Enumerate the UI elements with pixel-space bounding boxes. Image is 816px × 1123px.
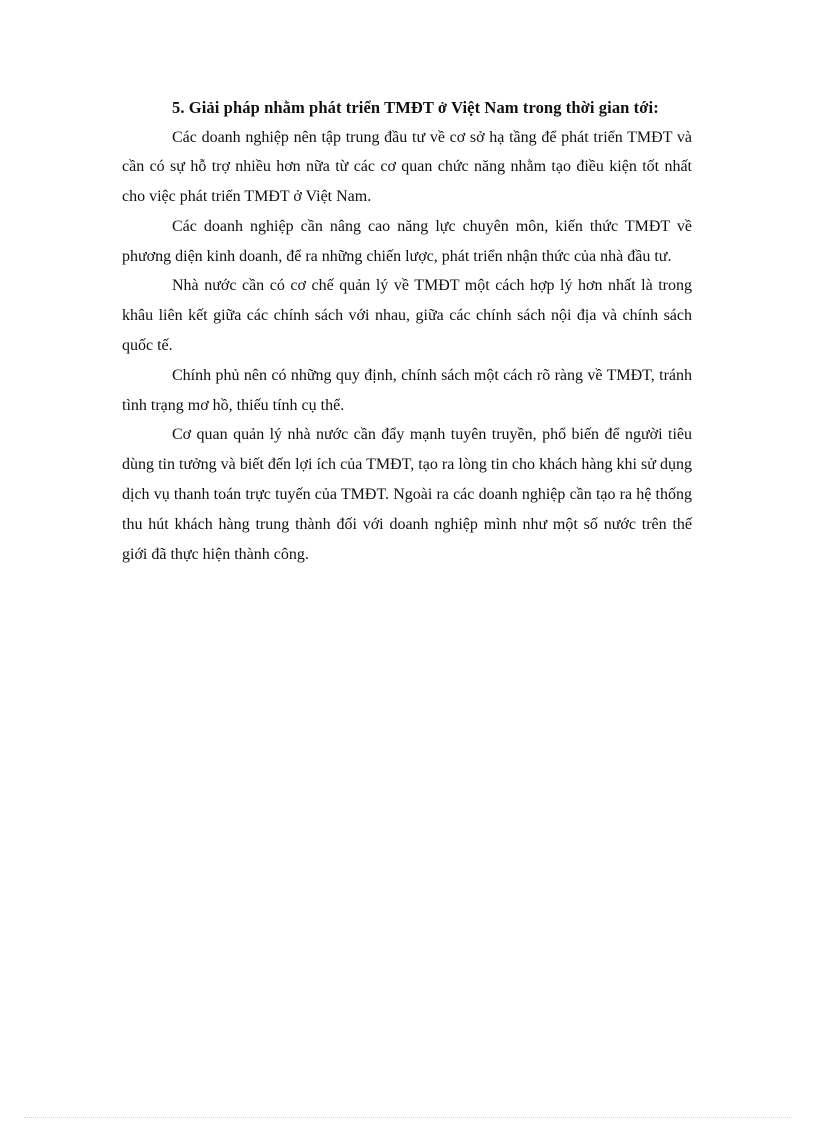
page-bottom-divider bbox=[24, 1117, 792, 1118]
paragraph-state-management: Nhà nước cần có cơ chế quản lý về TMĐT một cách hợp lý hơn nhất là trong khâu liên kết giữa các chính sách với nhau, giữa các chính sách nội địa và chính sách quốc tế. bbox=[122, 277, 692, 355]
paragraph-expertise: Các doanh nghiệp cần nâng cao năng lực chuyên môn, kiến thức TMĐT về phương diện kinh doanh, để ra những chiến lược, phát triển nhận thức của nhà đầu tư. bbox=[122, 217, 692, 265]
paragraph-government-regulation: Chính phủ nên có những quy định, chính sách một cách rõ ràng về TMĐT, tránh tình trạng mơ hồ, thiếu tính cụ thể. bbox=[122, 366, 692, 414]
section-heading: 5. Giải pháp nhằm phát triển TMĐT ở Việt Nam trong thời gian tới: bbox=[172, 98, 659, 117]
paragraph-infrastructure: Các doanh nghiệp nên tập trung đầu tư về cơ sở hạ tầng để phát triển TMĐT và cần có sự hỗ trợ nhiều hơn nữa từ các cơ quan chức năng nhằm tạo điều kiện tốt nhất cho việc phát triển TMĐT ở Việt Nam. bbox=[122, 128, 692, 206]
document-body bbox=[122, 93, 692, 569]
paragraph-public-awareness: Cơ quan quản lý nhà nước cần đẩy mạnh tuyên truyền, phổ biến để người tiêu dùng tin tưởng và biết đến lợi ích của TMĐT, tạo ra lòng tin cho khách hàng khi sử dụng dịch vụ thanh toán trực tuyến của TMĐT. Ngoài ra các doanh nghiệp cần tạo ra hệ thống thu hút khách hàng trung thành đối với doanh nghiệp mình như một số nước trên thế giới đã thực hiện thành công. bbox=[122, 426, 692, 563]
